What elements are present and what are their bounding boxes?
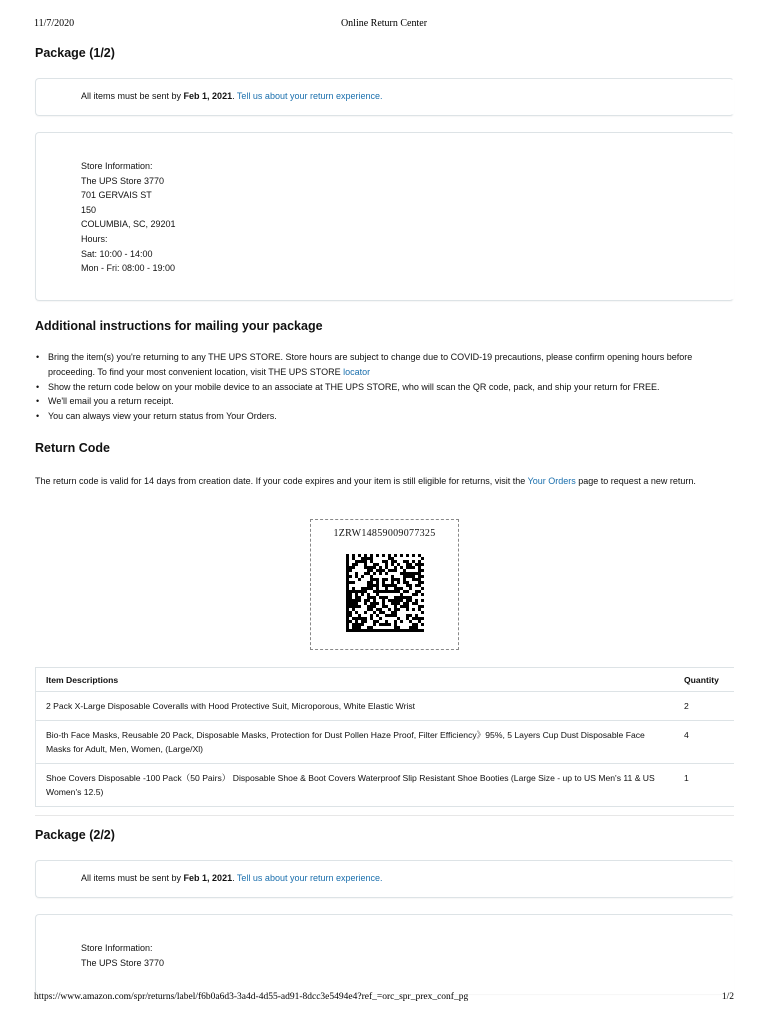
notice-prefix: All items must be sent by xyxy=(81,91,184,101)
list-item xyxy=(35,394,735,409)
your-orders-link[interactable]: Your Orders xyxy=(527,476,576,486)
package-divider xyxy=(35,815,734,816)
store-hours-label: Hours: xyxy=(81,233,108,244)
item-description: Shoe Covers Disposable -100 Pack（50 Pairs） Disposable Shoe & Boot Covers Waterproof Slip Resistant Shoe Booties (Large Size - up to US Men's 11 & US Women's 12.5) xyxy=(36,763,679,806)
table-row xyxy=(36,763,735,806)
list-item xyxy=(35,380,735,395)
print-page-number: 1/2 xyxy=(721,992,734,1002)
return-code-box xyxy=(310,519,459,650)
col-header-quantity: Quantity xyxy=(678,668,734,692)
package-2-notice xyxy=(81,873,383,883)
store-address-1: 701 GERVAIS ST xyxy=(81,190,152,201)
table-header-row xyxy=(36,668,735,692)
item-quantity: 2 xyxy=(678,692,734,721)
instruction-text: Bring the item(s) you're returning to any THE UPS STORE. Store hours are subject to change due to COVID-19 precautions, please confirm opening hours before proceeding. To find your most convenient location, visit THE UPS STORE xyxy=(48,352,693,377)
notice-prefix: All items must be sent by xyxy=(81,873,184,883)
package-1-title: Package (1/2) xyxy=(35,46,115,60)
return-code-number: 1ZRW14859009077325 xyxy=(333,528,436,539)
print-footer xyxy=(34,992,734,1006)
list-item xyxy=(35,350,735,380)
send-by-date: Feb 1, 2021 xyxy=(183,873,233,883)
store-address-2: 150 xyxy=(81,204,97,215)
datamatrix-code-icon xyxy=(346,554,424,632)
send-by-date: Feb 1, 2021 xyxy=(183,91,233,101)
col-header-description: Item Descriptions xyxy=(36,668,679,692)
instructions-title: Additional instructions for mailing your package xyxy=(35,319,323,333)
locator-link[interactable]: locator xyxy=(343,366,371,377)
print-header xyxy=(34,18,734,32)
package-1-notice xyxy=(81,91,383,101)
return-desc-suffix: page to request a new return. xyxy=(575,476,696,486)
feedback-link[interactable]: Tell us about your return experience. xyxy=(236,873,383,883)
table-row xyxy=(36,692,735,721)
instruction-text: Show the return code below on your mobile device to an associate at THE UPS STORE, who will scan the QR code, pack, and ship your return for FREE. xyxy=(48,381,660,392)
item-description: 2 Pack X-Large Disposable Coveralls with Hood Protective Suit, Microporous, White Elastic Wrist xyxy=(36,692,679,721)
notice-suffix: . xyxy=(232,873,237,883)
feedback-link[interactable]: Tell us about your return experience. xyxy=(236,91,383,101)
store-city-state-zip: COLUMBIA, SC, 29201 xyxy=(81,219,176,230)
return-desc-prefix: The return code is valid for 14 days from creation date. If your code expires and your item is still eligible for returns, visit the xyxy=(35,476,528,486)
package-2-notice-box xyxy=(35,860,734,898)
store-info-label: Store Information: xyxy=(81,943,153,953)
print-date: 11/7/2020 xyxy=(34,18,75,29)
item-quantity: 1 xyxy=(678,763,734,806)
package-2-store-box xyxy=(35,914,734,994)
print-url: https://www.amazon.com/spr/returns/label/f6b0a6d3-3a4d-4d55-ad91-8dcc3e5494e4?ref_=orc_spr_prex_conf_pg xyxy=(34,992,469,1002)
package-2-title: Package (2/2) xyxy=(35,828,115,842)
store-hours-sat: Sat: 10:00 - 14:00 xyxy=(81,248,153,259)
return-code-title: Return Code xyxy=(35,441,110,455)
return-code-description xyxy=(35,474,740,489)
store-hours-weekday: Mon - Fri: 08:00 - 19:00 xyxy=(81,263,176,274)
store-info xyxy=(81,941,164,970)
package-1-notice-box xyxy=(35,78,734,116)
instruction-text: You can always view your return status from Your Orders. xyxy=(48,411,277,422)
store-info-label: Store Information: xyxy=(81,161,153,171)
item-quantity: 4 xyxy=(678,720,734,763)
item-description: Bio-th Face Masks, Reusable 20 Pack, Disposable Masks, Protection for Dust Pollen Haze Proof, Filter Efficiency》95%, 5 Layers Cup Dust Disposable Face Masks for Adult, Men, Women, (Large/Xl) xyxy=(36,720,679,763)
store-name: The UPS Store 3770 xyxy=(81,957,165,968)
package-1-store-box xyxy=(35,132,734,301)
items-table xyxy=(35,667,734,807)
list-item xyxy=(35,409,735,424)
store-name: The UPS Store 3770 xyxy=(81,175,165,186)
print-title: Online Return Center xyxy=(340,18,428,29)
table-row xyxy=(36,720,735,763)
instructions-list xyxy=(35,350,735,424)
notice-suffix: . xyxy=(232,91,237,101)
instruction-text: We'll email you a return receipt. xyxy=(48,396,174,407)
store-info xyxy=(81,159,176,276)
